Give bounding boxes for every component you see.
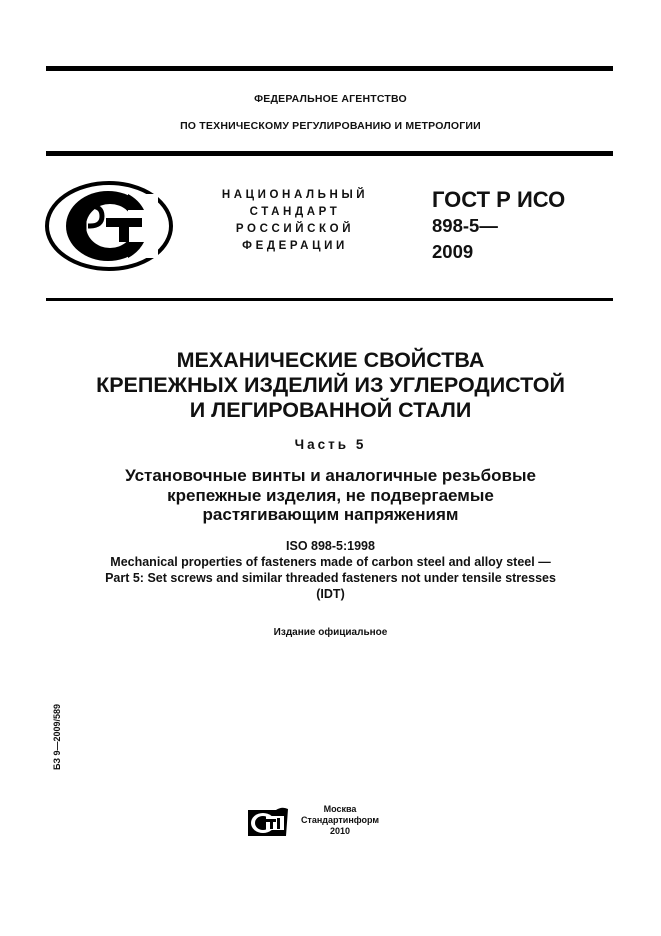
rst-logo-icon <box>44 180 174 277</box>
national-standard-label: НАЦИОНАЛЬНЫЙ СТАНДАРТ РОССИЙСКОЙ ФЕДЕРАЦИИ <box>221 189 369 252</box>
title-rule <box>46 298 613 301</box>
document-title: МЕХАНИЧЕСКИЕ СВОЙСТВА КРЕПЕЖНЫХ ИЗДЕЛИЙ ИЗ УГЛЕРОДИСТОЙ И ЛЕГИРОВАННОЙ СТАЛИ <box>96 348 565 422</box>
document-subtitle: Установочные винты и аналогичные резьбовые крепежные изделия, не подвергаемые растягивающим напряжениям <box>125 466 536 524</box>
agency-line-1: ФЕДЕРАЛЬНОЕ АГЕНТСТВО <box>254 93 407 105</box>
part-label: Часть 5 <box>294 437 367 452</box>
publisher-info: Москва Стандартинформ 2010 <box>300 804 380 836</box>
iso-reference: ISO 898-5:1998 Mechanical properties of fasteners made of carbon steel and alloy steel — Part 5: Set screws and similar threaded fasteners not under tensile stresses (IDT) <box>105 539 556 601</box>
edition-label: Издание официальное <box>273 627 388 638</box>
header-rule <box>46 151 613 156</box>
agency-line-2: ПО ТЕХНИЧЕСКОМУ РЕГУЛИРОВАНИЮ И МЕТРОЛОГИИ <box>180 120 481 132</box>
side-code: БЗ 9—2009/589 <box>52 703 62 771</box>
standard-designation: ГОСТ Р ИСО 898-5— 2009 <box>432 187 566 262</box>
standartinform-logo-icon <box>246 806 290 843</box>
top-rule <box>46 66 613 71</box>
